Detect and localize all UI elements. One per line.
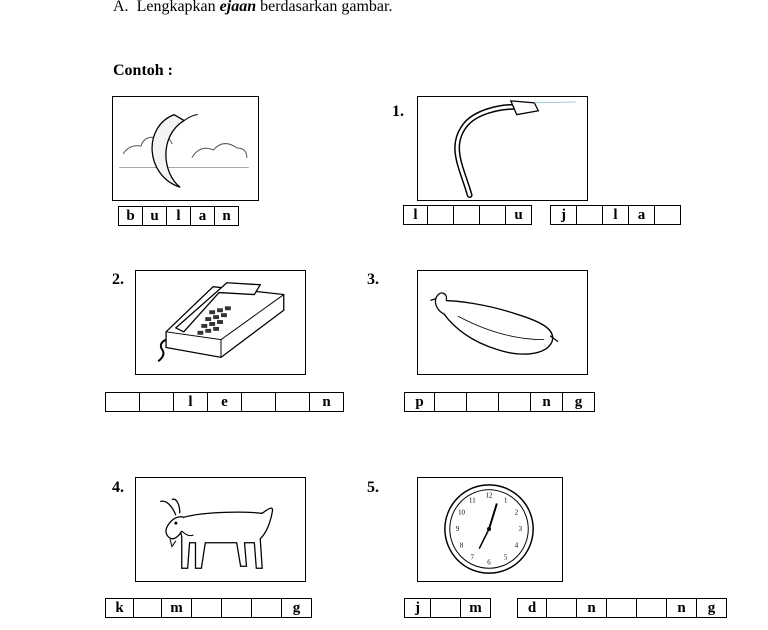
letter-box[interactable]: n	[666, 598, 697, 618]
svg-text:9: 9	[455, 525, 460, 533]
letter-box[interactable]: a	[628, 205, 655, 225]
letter-box[interactable]: g	[562, 392, 595, 412]
answer-boxes	[517, 598, 727, 618]
svg-text:3: 3	[518, 525, 523, 533]
letter-box[interactable]	[576, 205, 603, 225]
letter-box[interactable]: m	[161, 598, 192, 618]
letter-box[interactable]	[139, 392, 174, 412]
letter-box[interactable]: g	[281, 598, 312, 618]
letter-box: n	[214, 206, 239, 226]
moon-icon	[113, 97, 258, 200]
letter-box[interactable]	[636, 598, 667, 618]
letter-box[interactable]: n	[530, 392, 563, 412]
letter-box[interactable]: p	[404, 392, 435, 412]
letter-box[interactable]: l	[173, 392, 208, 412]
letter-box[interactable]	[546, 598, 577, 618]
letter-box[interactable]	[133, 598, 162, 618]
letter-box: u	[142, 206, 167, 226]
question-number: 5.	[367, 479, 379, 496]
question-picture	[135, 477, 306, 582]
answer-boxes	[105, 392, 344, 412]
letter-box[interactable]: m	[460, 598, 491, 618]
answer-boxes	[404, 598, 491, 618]
letter-box[interactable]	[275, 392, 310, 412]
answer-boxes	[550, 205, 681, 225]
letter-box[interactable]	[241, 392, 276, 412]
example-picture	[112, 96, 259, 201]
svg-text:6: 6	[487, 559, 491, 567]
letter-box[interactable]	[466, 392, 499, 412]
question-number: 4.	[112, 479, 124, 496]
letter-box[interactable]: j	[550, 205, 577, 225]
answer-boxes	[403, 205, 532, 225]
letter-box[interactable]: k	[105, 598, 134, 618]
question-number: 3.	[367, 271, 379, 288]
svg-text:7: 7	[470, 554, 475, 562]
instruction-emphasis: ejaan	[219, 0, 257, 15]
letter-box[interactable]	[191, 598, 222, 618]
letter-box[interactable]: l	[602, 205, 629, 225]
instruction-title	[113, 0, 392, 16]
letter-box[interactable]	[654, 205, 681, 225]
letter-box[interactable]	[251, 598, 282, 618]
svg-text:2: 2	[514, 509, 519, 517]
letter-box[interactable]	[427, 205, 454, 225]
letter-box[interactable]: l	[403, 205, 428, 225]
letter-box[interactable]	[105, 392, 140, 412]
letter-box[interactable]	[498, 392, 531, 412]
letter-box[interactable]: g	[696, 598, 727, 618]
letter-box[interactable]	[430, 598, 461, 618]
svg-text:4: 4	[514, 542, 519, 550]
section-label: A.	[113, 0, 129, 15]
svg-text:12: 12	[485, 492, 493, 500]
letter-box: l	[166, 206, 191, 226]
letter-box[interactable]: d	[517, 598, 547, 618]
svg-text:1: 1	[503, 497, 508, 505]
example-heading: Contoh :	[113, 62, 174, 79]
answer-boxes	[404, 392, 595, 412]
letter-box[interactable]	[606, 598, 637, 618]
question-number: 1.	[392, 103, 404, 120]
example-letter-boxes	[118, 206, 239, 226]
letter-box[interactable]	[453, 205, 480, 225]
letter-box[interactable]: u	[505, 205, 532, 225]
telephone-icon	[136, 271, 305, 374]
svg-text:10: 10	[458, 509, 465, 517]
instruction-text-start: Lengkapkan	[136, 0, 216, 15]
letter-box[interactable]: n	[309, 392, 344, 412]
svg-text:5: 5	[503, 554, 508, 562]
letter-box: b	[118, 206, 143, 226]
goat-icon	[136, 478, 305, 581]
letter-box[interactable]	[479, 205, 506, 225]
letter-box[interactable]: n	[576, 598, 607, 618]
letter-box: a	[190, 206, 215, 226]
svg-text:8: 8	[459, 542, 464, 550]
street-lamp-icon	[418, 97, 587, 200]
letter-box[interactable]: j	[404, 598, 431, 618]
answer-boxes	[105, 598, 312, 618]
question-picture	[417, 477, 563, 582]
svg-text:11: 11	[469, 497, 476, 505]
question-picture	[417, 96, 588, 201]
question-picture	[135, 270, 306, 375]
letter-box[interactable]	[434, 392, 467, 412]
clock-icon	[418, 478, 562, 581]
letter-box[interactable]	[221, 598, 252, 618]
question-number: 2.	[112, 271, 124, 288]
question-picture	[417, 270, 588, 375]
letter-box[interactable]: e	[207, 392, 242, 412]
eggplant-icon	[418, 271, 587, 374]
instruction-text-end: berdasarkan gambar.	[260, 0, 393, 15]
